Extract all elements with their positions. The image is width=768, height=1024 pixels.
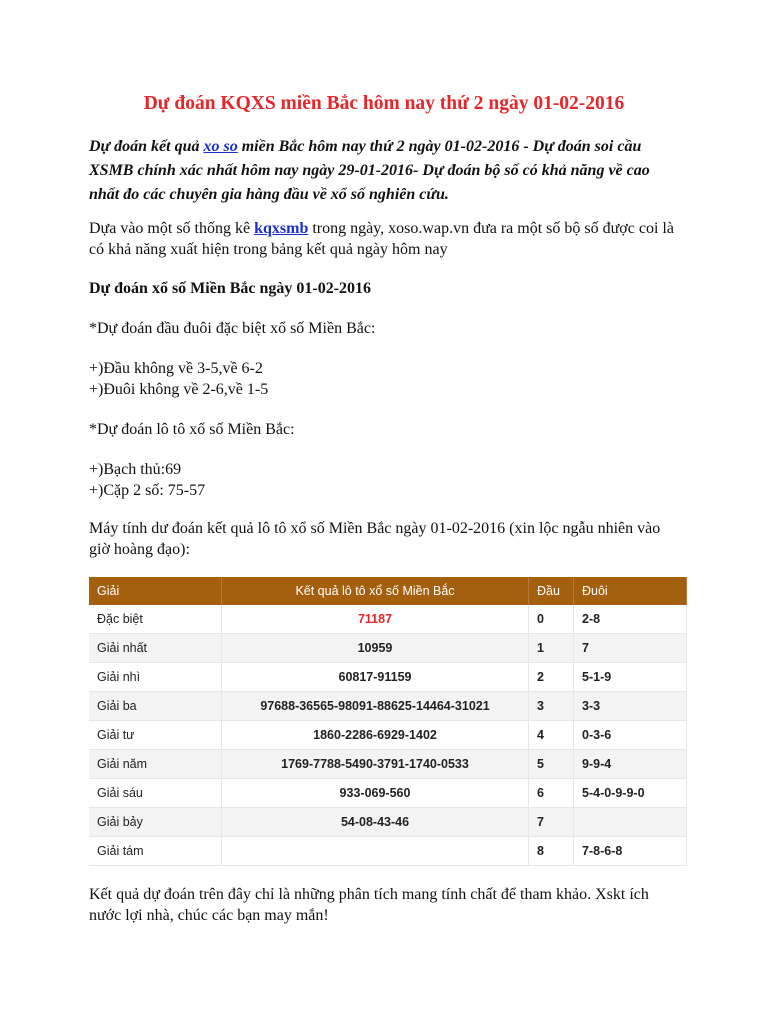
col-header-ketqua: Kết quả lô tô xổ số Miền Bắc <box>222 577 529 605</box>
intro-prefix: Dự đoán kết quả <box>89 138 204 155</box>
prize-result: 1860-2286-6929-1402 <box>222 721 529 750</box>
page-title: Dự đoán KQXS miền Bắc hôm nay thứ 2 ngày 01-02-2016 <box>143 93 625 114</box>
cap-line: +)Cặp 2 số: 75-57 <box>89 482 206 499</box>
table-row <box>89 750 687 779</box>
prize-name: Giải bảy <box>89 808 222 837</box>
prize-name: Giải tư <box>89 721 222 750</box>
prize-result: 60817-91159 <box>222 663 529 692</box>
table-row <box>89 779 687 808</box>
table-row <box>89 663 687 692</box>
machine-prediction-text: Máy tính dư đoán kết quả lô tô xổ số Miền Bắc ngày 01-02-2016 (xin lộc ngẫu nhiên vào giờ hoàng đạo): <box>89 520 661 558</box>
table-row <box>89 634 687 663</box>
prize-name: Giải tám <box>89 837 222 866</box>
table-row <box>89 605 687 634</box>
prize-duoi: 3-3 <box>574 692 687 721</box>
kqxsmb-link[interactable]: kqxsmb <box>254 220 309 237</box>
prize-dau: 7 <box>529 808 574 837</box>
prize-result: 933-069-560 <box>222 779 529 808</box>
col-header-giai: Giải <box>89 577 222 605</box>
prize-duoi: 7 <box>574 634 687 663</box>
results-table <box>89 577 687 866</box>
intro-suffix: miền Bắc hôm nay thứ 2 ngày 01-02-2016 - Dự đoán soi cầu XSMB chính xác nhất hôm nay ngày 29-01-2016- Dự đoán bộ số có khả năng về cao nhất đo các chuyên gia hàng đầu về xổ số nghiên cứu. <box>89 138 650 203</box>
col-header-dau: Đầu <box>529 577 574 605</box>
prize-duoi: 2-8 <box>574 605 687 634</box>
table-row <box>89 721 687 750</box>
footer-paragraph: Kết quả dự đoán trên đây chỉ là những phân tích mang tính chất để tham khảo. Xskt ích nước lợi nhà, chúc các bạn may mắn! <box>89 886 649 924</box>
table-row <box>89 837 687 866</box>
prize-result: 10959 <box>222 634 529 663</box>
prize-dau: 8 <box>529 837 574 866</box>
prize-result: 54-08-43-46 <box>222 808 529 837</box>
stats-paragraph <box>89 218 679 260</box>
prize-result: 71187 <box>222 605 529 634</box>
prize-duoi: 0-3-6 <box>574 721 687 750</box>
duoi-line: +)Đuôi không về 2-6,về 1-5 <box>89 381 269 398</box>
head-tail-section-title: *Dự đoán đầu đuôi đặc biệt xổ số Miền Bắc: <box>89 320 376 337</box>
prize-dau: 5 <box>529 750 574 779</box>
table-row <box>89 692 687 721</box>
prediction-heading: Dự đoán xổ số Miền Bắc ngày 01-02-2016 <box>89 280 372 297</box>
prize-name: Giải năm <box>89 750 222 779</box>
prize-name: Đặc biệt <box>89 605 222 634</box>
prize-dau: 2 <box>529 663 574 692</box>
dau-line: +)Đầu không về 3-5,về 6-2 <box>89 360 263 377</box>
bach-thu-line: +)Bạch thủ:69 <box>89 461 182 478</box>
stats-prefix: Dựa vào một số thống kê <box>89 220 255 237</box>
prize-result <box>222 837 529 866</box>
table-header-row <box>89 577 687 605</box>
prize-duoi <box>574 808 687 837</box>
prize-name: Giải nhất <box>89 634 222 663</box>
table-row <box>89 808 687 837</box>
prize-dau: 1 <box>529 634 574 663</box>
prize-result: 97688-36565-98091-88625-14464-31021 <box>222 692 529 721</box>
stats-suffix: trong ngày, xoso.wap.vn đưa ra một số bộ số được coi là có khả năng xuất hiện trong bảng kết quả ngày hôm nay <box>89 220 674 258</box>
col-header-duoi: Đuôi <box>574 577 687 605</box>
prize-dau: 0 <box>529 605 574 634</box>
prize-result: 1769-7788-5490-3791-1740-0533 <box>222 750 529 779</box>
prize-duoi: 5-4-0-9-9-0 <box>574 779 687 808</box>
prize-duoi: 7-8-6-8 <box>574 837 687 866</box>
prize-dau: 6 <box>529 779 574 808</box>
prize-dau: 3 <box>529 692 574 721</box>
prize-name: Giải sáu <box>89 779 222 808</box>
prize-duoi: 9-9-4 <box>574 750 687 779</box>
loto-section-title: *Dự đoán lô tô xổ số Miền Bắc: <box>89 421 295 438</box>
prize-name: Giải nhì <box>89 663 222 692</box>
prize-duoi: 5-1-9 <box>574 663 687 692</box>
prize-dau: 4 <box>529 721 574 750</box>
intro-paragraph <box>89 135 679 207</box>
prize-name: Giải ba <box>89 692 222 721</box>
xo-so-link[interactable]: xo so <box>203 138 238 155</box>
